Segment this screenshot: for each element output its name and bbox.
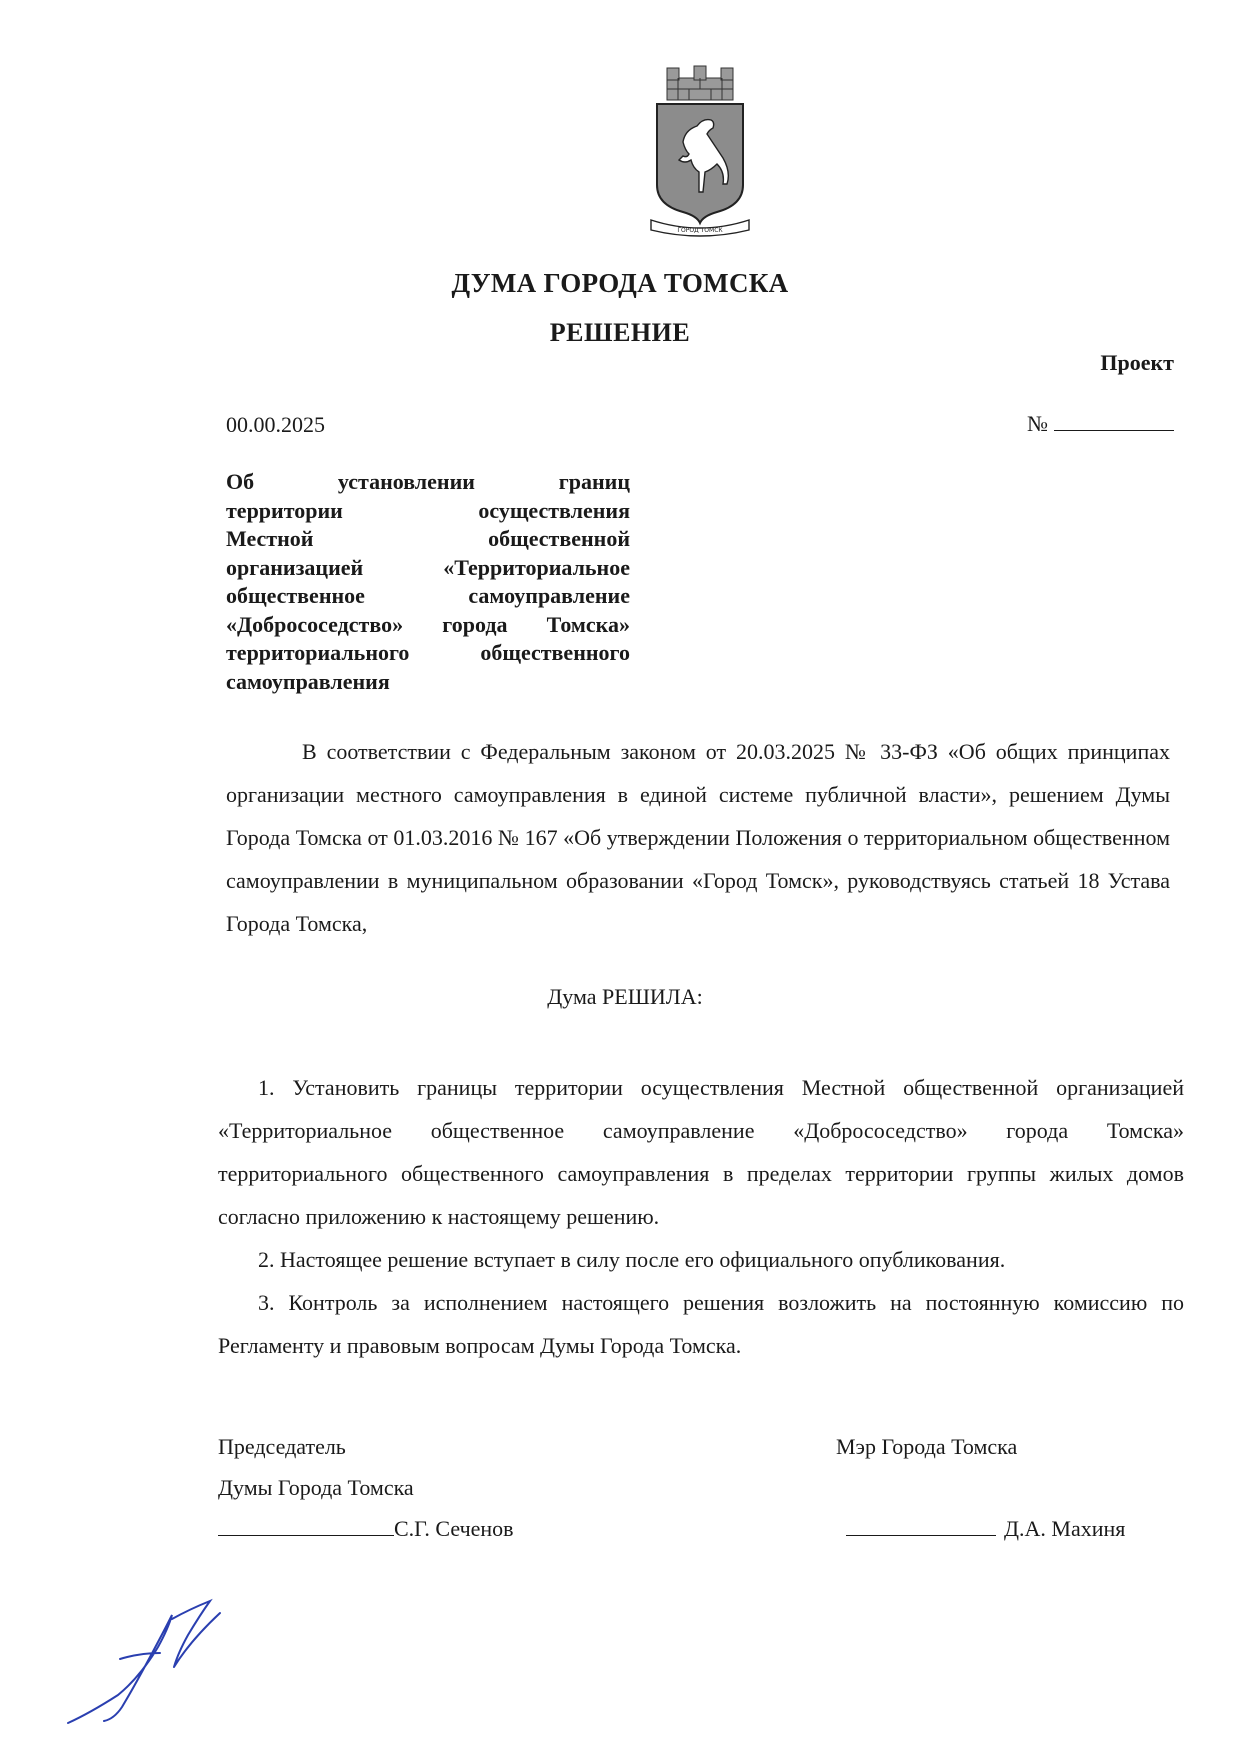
subject-line: «Добрососедство» города Томска» — [226, 611, 630, 637]
crown-icon — [667, 66, 733, 100]
coat-of-arms-emblem — [645, 60, 755, 240]
decision-item: 2. Настоящее решение вступает в силу после его официального опубликования. — [258, 1247, 1006, 1272]
subject-line: организацией «Территориальное — [226, 554, 630, 580]
subject-line: самоуправления — [226, 668, 390, 694]
document-date: 00.00.2025 — [226, 412, 325, 437]
decision-item: 3. Контроль за исполнением настоящего решения возложить на постоянную комиссию по Регламенту и правовым вопросам Думы Города Томска. — [218, 1290, 1184, 1358]
signature-blank-line — [218, 1515, 394, 1536]
preamble-paragraph: В соответствии с Федеральным законом от 20.03.2025 № 33-ФЗ «Об общих принципах организации местного самоуправления в единой системе публичной власти», решением Думы Города Томска от 01.03.2016 № 167 «Об утверждении Положения о территориальном общественном самоуправлении в муниципальном образовании «Город Томск», руководствуясь статьей 18 Устава Города Томска, — [226, 739, 1170, 936]
decided-heading: Дума РЕШИЛА: — [547, 984, 703, 1009]
signature-line-row — [846, 1508, 1125, 1549]
signature-block-mayor — [836, 1426, 1125, 1549]
signer-name: С.Г. Сеченов — [394, 1516, 514, 1541]
subject-line: территории осуществления — [226, 497, 630, 523]
subject-line: Местной общественной — [226, 526, 630, 551]
signer-name: Д.А. Махиня — [1004, 1516, 1126, 1541]
subject-line: Об установлении границ — [226, 469, 630, 494]
signature-blank-line — [846, 1515, 996, 1536]
signature-block-chairman — [218, 1426, 514, 1549]
subject-line: общественное самоуправление — [226, 583, 630, 608]
organization-title: ДУМА ГОРОДА ТОМСКА — [451, 268, 789, 298]
decision-items — [218, 1066, 1184, 1367]
ribbon-motto: ГОРОД ТОМСК — [677, 227, 723, 234]
signer-title: Мэр Города Томска — [836, 1434, 1018, 1459]
document-type: РЕШЕНИЕ — [549, 318, 691, 347]
signature-line-row — [218, 1508, 514, 1549]
decision-item: 1. Установить границы территории осуществления Местной общественной организацией «Территориальное общественное самоуправление «Добрососедство» города Томска» территориального общественного самоуправления в пределах территории группы жилых домов согласно приложению к настоящему решению. — [218, 1075, 1184, 1229]
draft-label: Проект — [1100, 350, 1174, 375]
number-label: № — [1027, 411, 1048, 436]
subject-line: территориального общественного — [226, 640, 630, 665]
signer-title: Думы Города Томска — [218, 1475, 414, 1500]
handwritten-initials — [60, 1595, 260, 1735]
signer-title: Председатель — [218, 1434, 346, 1459]
number-blank-line — [1054, 410, 1174, 431]
decision-subject — [226, 468, 630, 696]
document-number — [1027, 410, 1174, 437]
